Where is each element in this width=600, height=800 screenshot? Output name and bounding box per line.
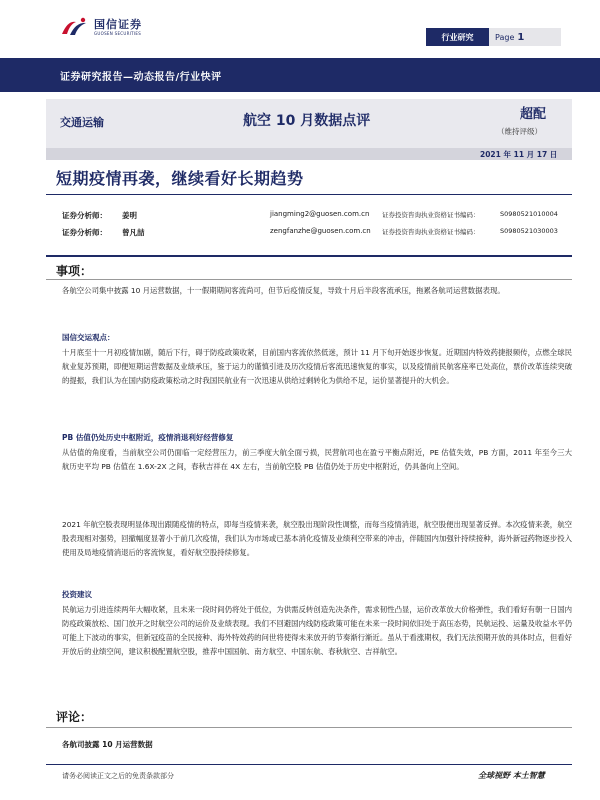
views-paragraph-1: 十月底至十一月初疫情加剧，随后下行，碍于防疫政策收紧，目前国内客流依然低迷，预计 11 月下旬开始逐步恢复。近期国内特效药捷报频传，点燃全球民航业复苏预期，即便短期运营数据及业绩承压，鉴于运力的谨慎引进及历次疫情后客流迅速恢复的事实，以及疫情前民航客座率已处高位，票价改革连续突破的提振，我们认为在国内防疫政策松动之时我国民航业有一次迅速从供给过剩转化为供给不足，运价显著提升的大机会。 xyxy=(62,348,572,385)
comment-subheading: 各航司披露 10 月运营数据 xyxy=(62,740,153,749)
cert-label: 证券投资咨询执业资格证书编码： xyxy=(382,211,480,219)
footer-disclaimer: 请务必阅读正文之后的免责条款部分 xyxy=(62,772,174,780)
banner-text: 证券研究报告—动态报告/行业快评 xyxy=(60,72,222,83)
event-text: 各航空公司集中披露 10 月运营数据，十一假期期间客流尚可，但节后疫情反复，导致十月后半段客流承压，拖累各航司运营数据表现。 xyxy=(62,286,505,295)
analyst-name: 曾凡喆 xyxy=(122,228,145,237)
investment-advice-paragraph: 民航运力引进连续两年大幅收紧，且未来一段时间仍将处于低位，为供需反转创造先决条件，需求韧性凸显，运价改革放大价格弹性，我们看好有朝一日国内防疫政策放松、国门放开之时航空公司的运价及业绩表现。我们不回避国内线防疫政策可能在未来一段时间依旧处于高压态势，民航运投、运量及收益水平仍可能上下波动的事实，但新冠疫苗的全民接种、海外特效药的问世将使得未来放开的节奏渐行渐近。虽从于看涨期权，我们无法预期开放的具体时点，但看好开放后的业绩空间，建议积极配置航空股，推荐中国国航、南方航空、中国东航、春秋航空、吉祥航空。 xyxy=(62,605,572,656)
header-tag xyxy=(426,28,561,46)
analyst-label: 证券分析师： xyxy=(62,211,107,220)
divider xyxy=(46,194,572,195)
page-number: 1 xyxy=(517,31,525,43)
valuation-subheading: PB 估值仍处历史中枢附近，疫情消退利好经营修复 xyxy=(62,433,234,442)
cert-label: 证券投资咨询执业资格证书编码： xyxy=(382,228,480,236)
rating-value: 超配 xyxy=(520,107,547,122)
footer-slogan: 全球视野 本土智慧 xyxy=(478,771,545,780)
sector-label: 交通运输 xyxy=(60,116,104,129)
analyst-label: 证券分析师： xyxy=(62,228,107,237)
brand-logo xyxy=(60,14,142,40)
footer-divider xyxy=(46,764,572,765)
valuation-paragraph: 从估值的角度看，当前航空公司仍面临一定经营压力，前三季度大航全面亏损，民营航司也在盈亏平衡点附近，PE 估值失效，PB 方面，2011 年至今三大航历史平均 PB 估值在 1.6X-2X 之间，春秋吉祥在 4X 左右，当前航空股 PB 估值仍处于历史中枢附近，仍具备向上空间。 xyxy=(62,448,572,471)
investment-advice-heading: 投资建议 xyxy=(62,590,92,599)
logo-mark-icon xyxy=(60,16,90,38)
comment-heading: 评论： xyxy=(56,710,93,724)
divider xyxy=(46,279,572,280)
analyst-name: 姜明 xyxy=(122,211,137,220)
brand-name-cn: 国信证券 xyxy=(94,17,142,31)
report-title: 航空 10 月数据点评 xyxy=(243,113,371,129)
report-date: 2021 年 11 月 17 日 xyxy=(480,150,558,159)
performance-paragraph: 2021 年航空股表现明显体现出跟随疫情的特点，即每当疫情来袭，航空股出现阶段性调整，而每当疫情消退，航空股便出现显著反弹。本次疫情来袭，航空股表现相对强势，回撤幅度显著小于前几次疫情，我们认为市场或已基本消化疫情及业绩利空带来的冲击，伴随国内加强针持续接种，海外新冠药物逐步投入使用及局地疫情消退后的客流恢复，看好航空股持续修复。 xyxy=(62,520,572,557)
divider xyxy=(46,255,572,257)
analyst-email[interactable]: jiangming2@guosen.com.cn xyxy=(270,210,370,218)
brand-name-en: GUOSEN SECURITIES xyxy=(94,30,142,36)
page-label: Page xyxy=(495,32,515,42)
cert-number: S0980521030003 xyxy=(500,227,558,235)
page-indicator xyxy=(489,28,561,46)
report-category: 行业研究 xyxy=(426,28,489,46)
rating-note: （维持评级） xyxy=(497,127,542,136)
headline: 短期疫情再袭，继续看好长期趋势 xyxy=(56,169,304,188)
views-title: 国信交运观点： xyxy=(62,333,115,342)
divider xyxy=(46,727,572,728)
event-heading: 事项： xyxy=(56,264,93,278)
analyst-email[interactable]: zengfanzhe@guosen.com.cn xyxy=(270,227,371,235)
cert-number: S0980521010004 xyxy=(500,210,558,218)
